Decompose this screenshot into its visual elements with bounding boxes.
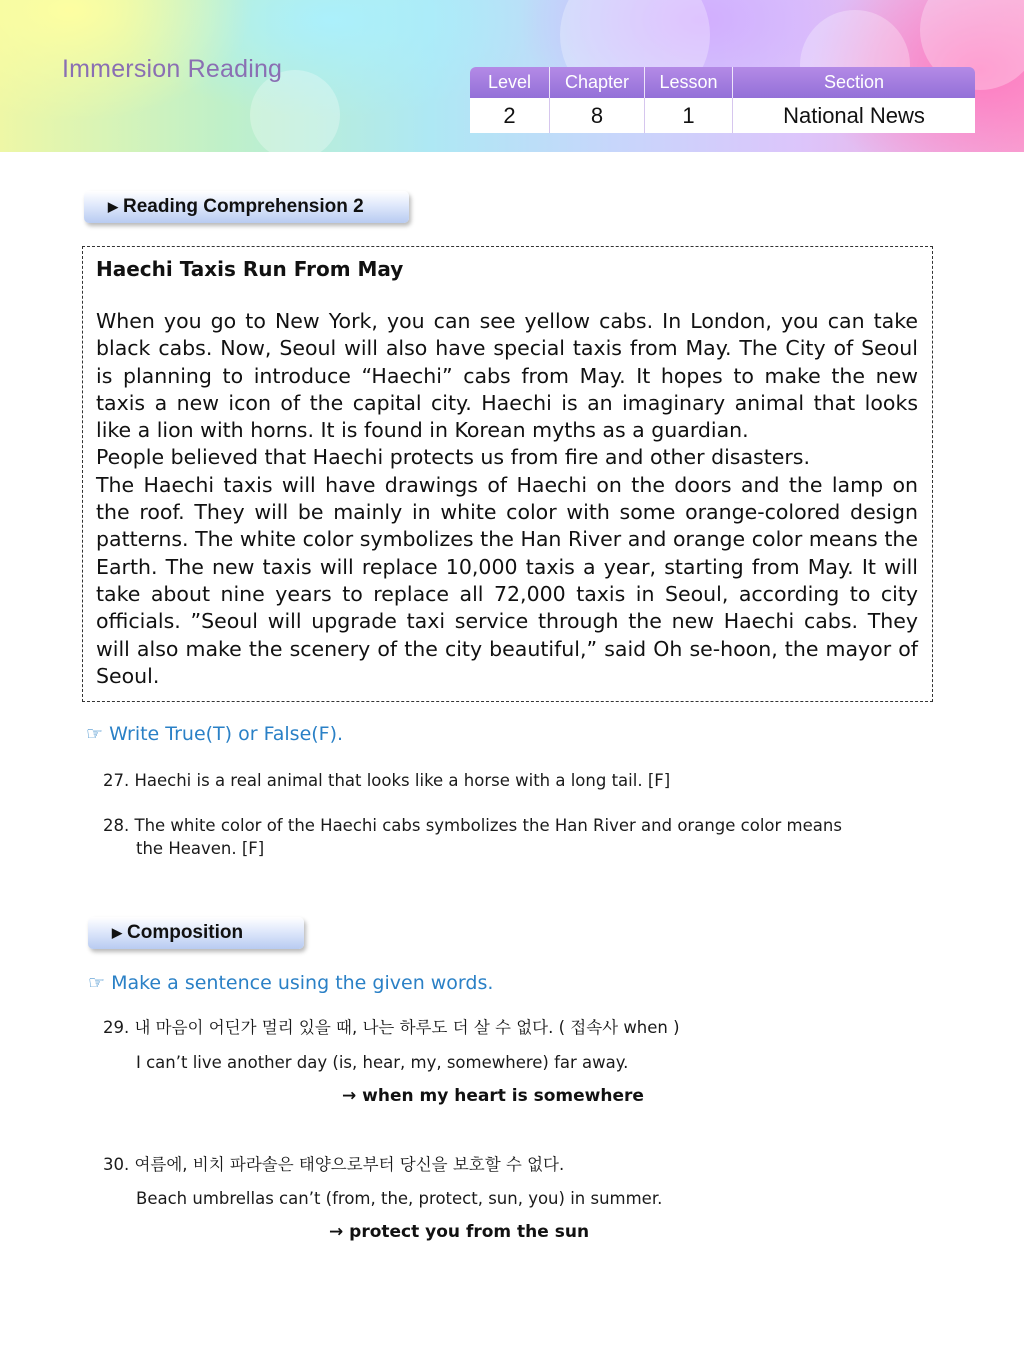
lesson-info-table: [470, 67, 975, 133]
question-30-english: Beach umbrellas can’t (from, the, protect, sun, you) in summer.: [136, 1189, 663, 1208]
value-section: National News: [783, 102, 925, 128]
question-30-korean: 30. 여름에, 비치 파라솔은 태양으로부터 당신을 보호할 수 없다.: [103, 1155, 565, 1174]
question-28-line2: the Heaven. [F]: [136, 839, 265, 858]
header-section: Section: [823, 72, 885, 92]
article-box: [82, 246, 933, 702]
question-28-line1: 28. The white color of the Haechi cabs symbolizes the Han River and orange color means: [103, 816, 842, 835]
reading-comprehension-label: Reading Comprehension 2: [123, 196, 364, 217]
header-lesson: Lesson: [645, 67, 733, 98]
app-title: Immersion Reading: [62, 55, 283, 83]
question-27: 27. Haechi is a real animal that looks like a horse with a long tail. [F]: [103, 771, 671, 790]
value-level: 2: [470, 98, 550, 133]
composition-label: Composition: [127, 922, 244, 943]
header-chapter: Chapter: [550, 67, 645, 98]
lesson-info-header: [470, 67, 975, 98]
article-title: Haechi Taxis Run From May: [96, 257, 404, 281]
article-paragraph: When you go to New York, you can see yellow cabs. In London, you can take black cabs. Now, Seoul will also have special taxis from May. The City of Seoul is planning to introduce “Haechi” cabs from May. It hopes to make the new taxis a new icon of the capital city. Haechi is an imaginary animal that looks like a lion with horns. It is found in Korean myths as a guardian.: [96, 309, 918, 443]
article-paragraph: People believed that Haechi protects us from fire and other disasters.: [96, 445, 810, 470]
triangle-icon: ▶: [108, 199, 118, 214]
question-29-answer: → when my heart is somewhere: [342, 1086, 644, 1106]
article-paragraph: The Haechi taxis will have drawings of Haechi on the doors and the lamp on the roof. They will be mainly in white color with some orange-colored design patterns. The white color symbolizes the Han River and orange color means the Earth. The new taxis will replace 10,000 taxis a year, starting from May. It will take about nine years to replace all 72,000 taxis in Seoul, according to city officials. ”Seoul will upgrade taxi service through the new Haechi cabs. They will also make the scenery of the city beautiful,” said Oh se-hoon, the mayor of Seoul.: [96, 472, 918, 688]
lesson-info-values: [470, 98, 975, 133]
composition-instruction: ☞ Make a sentence using the given words.: [88, 972, 494, 994]
header-level: Level: [470, 67, 550, 98]
header-banner: [0, 0, 1024, 152]
question-29-korean: 29. 내 마음이 어딘가 멀리 있을 때, 나는 하루도 더 살 수 없다. ( 접속사 when ): [103, 1018, 680, 1037]
article-body: [96, 308, 918, 690]
question-29-english: I can’t live another day (is, hear, my, somewhere) far away.: [136, 1053, 629, 1072]
true-false-instruction: ☞ Write True(T) or False(F).: [86, 723, 344, 745]
composition-tag: [88, 917, 304, 949]
triangle-icon: ▶: [112, 925, 122, 940]
reading-comprehension-tag: [84, 191, 409, 223]
value-lesson: 1: [645, 98, 733, 133]
question-28: [103, 814, 842, 860]
value-chapter: 8: [550, 98, 645, 133]
question-30-answer: → protect you from the sun: [329, 1222, 590, 1242]
